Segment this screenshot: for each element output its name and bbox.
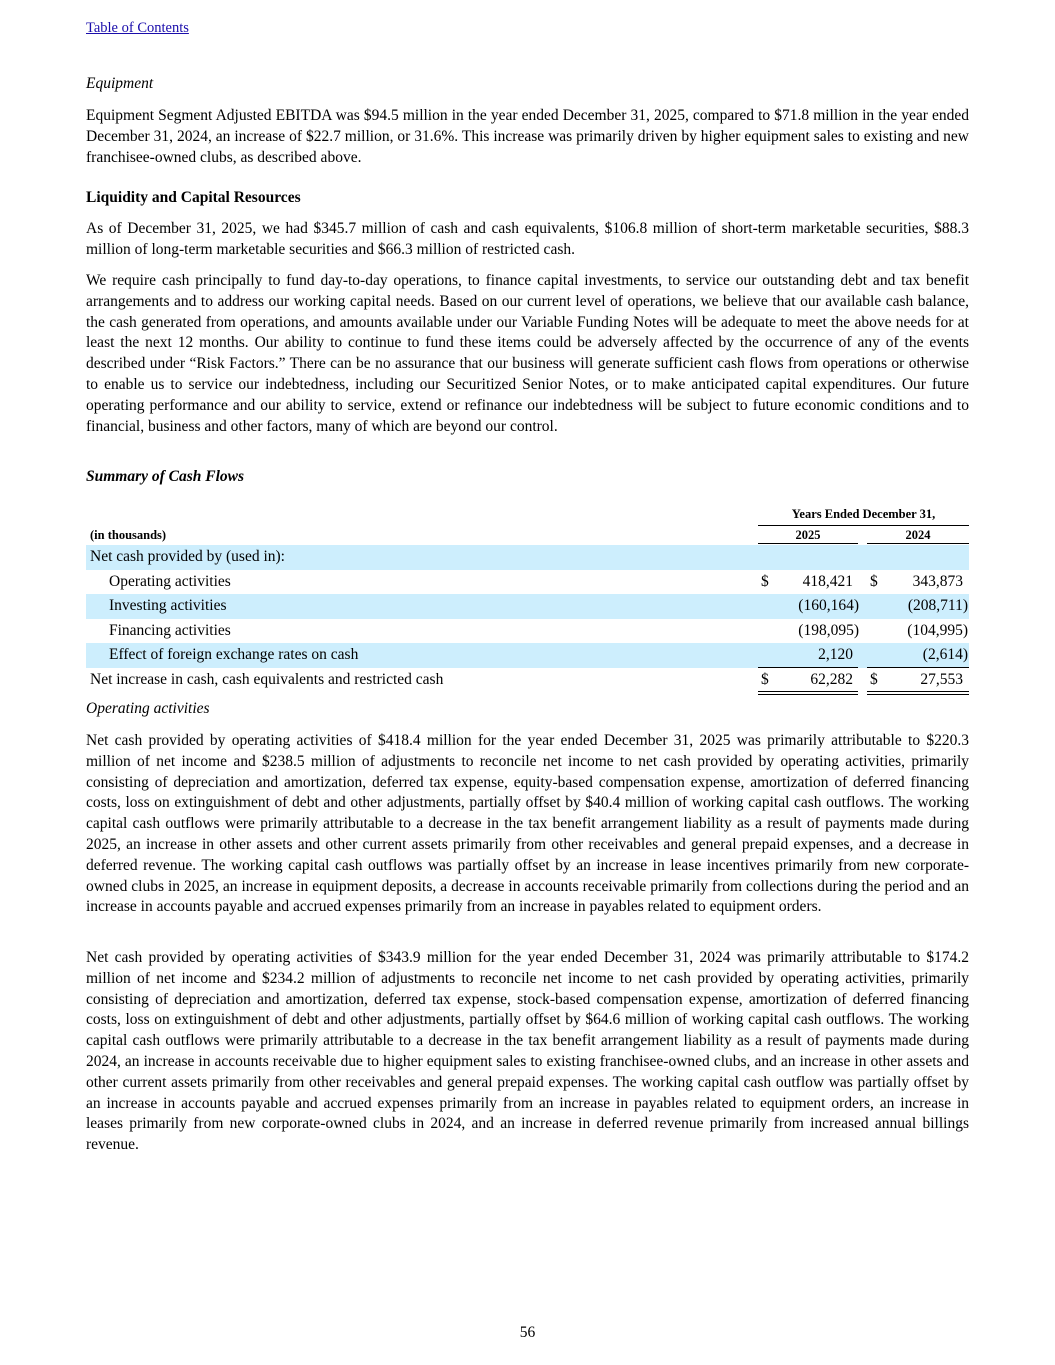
total-label: Net increase in cash, cash equivalents and restricted cash [90, 671, 444, 688]
section-label: Net cash provided by (used in): [90, 548, 285, 565]
year-2025-header: 2025 [758, 528, 858, 544]
liquidity-heading: Liquidity and Capital Resources [86, 189, 301, 206]
value-2024: (104,995) [907, 621, 968, 639]
value-2025: (198,095) [798, 621, 859, 639]
total-2025: 62,282 [810, 671, 853, 688]
value-2024: (208,711) [907, 597, 968, 614]
row-label: Operating activities [109, 572, 231, 590]
year-2024-header: 2024 [867, 528, 969, 544]
table-row [86, 594, 969, 619]
currency-symbol: $ [761, 671, 769, 688]
total-double-rule [758, 691, 858, 695]
liquidity-paragraph-1: As of December 31, 2025, we had $345.7 million of cash and cash equivalents, $106.8 million of short-term marketable securities, $88.3 million of long-term marketable securities and $66.3 million of restricted cash. [86, 220, 969, 258]
page-number: 56 [519, 1324, 536, 1341]
period-header: Years Ended December 31, [758, 507, 969, 526]
table-of-contents-link[interactable]: Table of Contents [86, 20, 189, 36]
table-row [86, 643, 969, 668]
currency-symbol: $ [761, 572, 769, 590]
operating-activities-heading: Operating activities [86, 700, 210, 717]
value-2025: (160,164) [798, 597, 859, 614]
units-label: (in thousands) [90, 528, 167, 542]
table-row [86, 570, 969, 595]
value-2024: 343,873 [912, 572, 963, 590]
value-2025: 418,421 [802, 572, 853, 590]
total-2024: 27,553 [920, 671, 963, 688]
table-row-total [86, 668, 969, 693]
total-double-rule [867, 691, 969, 695]
row-label: Investing activities [109, 597, 227, 614]
currency-symbol: $ [870, 671, 878, 688]
operating-paragraph-1: Net cash provided by operating activities of $418.4 million for the year ended December 31, 2025 was primarily attributable to $220.3 million of net income and $238.5 million of adjustments to reconcile net income to net cash provided by operating activities, primarily consisting of depreciation and amortization, deferred tax expense, equity-based compensation expense, amortization of deferred financing costs, loss on extinguishment of debt and other adjustments, partially offset by $40.4 million of working capital cash outflows. The working capital cash outflows were primarily attributable to a decrease in the tax benefit arrangement liability as a result of payments made during 2025, an increase in other assets and other current assets primarily from other receivables and general prepaid expenses, and a decrease in deferred revenue. The working capital cash outflows was partially offset by an increase in lease incentives primarily from new corporate-owned clubs in 2025, an increase in equipment deposits, a decrease in accounts receivable primarily from collections during the period and an increase in accounts payable and accrued expenses primarily from an increase in payables related to equipment orders. [86, 732, 969, 916]
value-2024: (2,614) [922, 646, 968, 663]
table-row [86, 619, 969, 644]
value-2025: 2,120 [818, 646, 853, 663]
currency-symbol: $ [870, 572, 878, 590]
row-label: Effect of foreign exchange rates on cash [109, 646, 359, 663]
operating-paragraph-2: Net cash provided by operating activities of $343.9 million for the year ended December 31, 2024 was primarily attributable to $174.2 million of net income and $234.2 million of adjustments to reconcile net income to net cash provided by operating activities, primarily consisting of depreciation and amortization, deferred tax expense, stock-based compensation expense, amortization of deferred financing costs, loss on extinguishment of debt and other adjustments, partially offset by $64.6 million of working capital cash outflows. The working capital cash outflows were primarily attributable to a decrease in the tax benefit arrangement liability as a result of payments made during 2024, an increase in accounts receivable due to higher equipment sales to existing franchisee-owned clubs, and an increase in other assets and other current assets primarily from other receivables and general prepaid expenses. The working capital cash outflow was partially offset by an increase in accounts payable and accrued expenses primarily from an increase in payables related to equipment orders, an increase in leases primarily from new corporate-owned clubs in 2024, and an increase in deferred revenue primarily from increased annual billings revenue. [86, 949, 969, 1154]
equipment-paragraph: Equipment Segment Adjusted EBITDA was $94.5 million in the year ended December 31, 2025, compared to $71.8 million in the year ended December 31, 2024, an increase of $22.7 million, or 31.6%. This increase was primarily driven by higher equipment sales to existing and new franchisee-owned clubs, as described above. [86, 107, 969, 166]
equipment-heading: Equipment [86, 75, 154, 92]
row-label: Financing activities [109, 621, 231, 639]
cash-flows-heading: Summary of Cash Flows [86, 468, 245, 485]
liquidity-paragraph-2: We require cash principally to fund day-to-day operations, to finance capital investments, to service our outstanding debt and tax benefit arrangements and to address our working capital needs. Based on our current level of operations, we believe that our available cash balance, the cash generated from operations, and amounts available under our Variable Funding Notes will be adequate to meet the above needs for at least the next 12 months. Our ability to continue to fund these items could be adversely affected by the occurrence of any of the events described under “Risk Factors.” There can be no assurance that our business will generate sufficient cash flows from operations or otherwise to enable us to service our indebtedness, including our Securitized Senior Notes, or to make anticipated capital expenditures. Our future operating performance and our ability to service, extend or refinance our indebtedness will be subject to future economic conditions and to financial, business and other factors, many of which are beyond our control. [86, 272, 969, 435]
table-row-section [86, 545, 969, 570]
